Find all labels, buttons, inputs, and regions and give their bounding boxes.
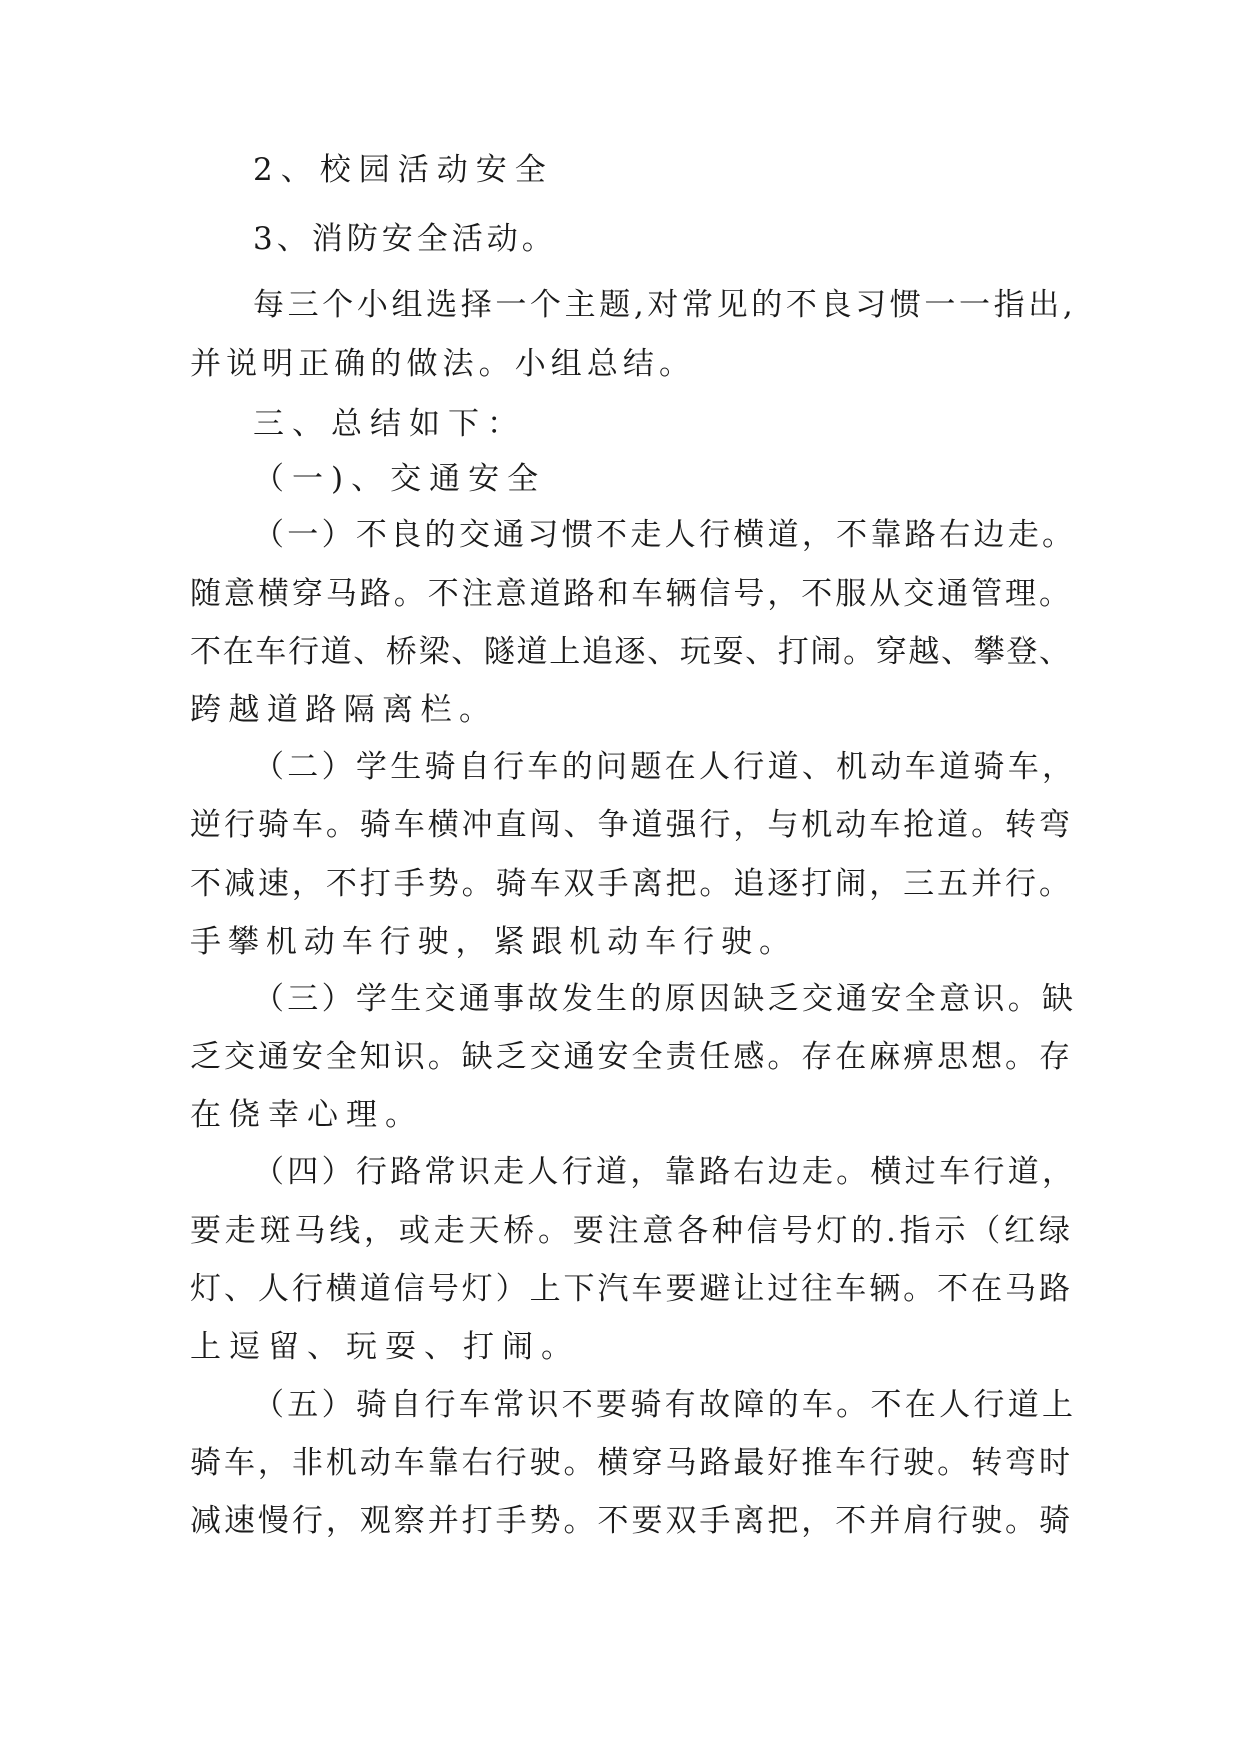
- text-line: 乏交通安全知识。缺乏交通安全责任感。存在麻痹思想。存: [190, 1039, 1073, 1075]
- text-line: （四）行路常识走人行道，靠路右边走。横过车行道，: [253, 1154, 1077, 1190]
- text-line: 在侥幸心理。: [190, 1097, 424, 1133]
- text-line: 不减速，不打手势。骑车双手离把。追逐打闹，三五并行。: [190, 866, 1073, 902]
- text-line: 逆行骑车。骑车横冲直闯、争道强行，与机动车抢道。转弯: [190, 807, 1073, 843]
- text-line: （二）学生骑自行车的问题在人行道、机动车道骑车，: [253, 749, 1077, 785]
- text-line: 不在车行道、桥梁、隧道上追逐、玩耍、打闹。穿越、攀登、: [190, 634, 1072, 670]
- text-line: 灯、人行横道信号灯）上下汽车要避让过往车辆。不在马路: [190, 1271, 1073, 1307]
- text-line: 减速慢行，观察并打手势。不要双手离把，不并肩行驶。骑: [190, 1503, 1073, 1539]
- text-line: 三、总结如下：: [253, 406, 526, 442]
- text-line: 骑车，非机动车靠右行驶。横穿马路最好推车行驶。转弯时: [190, 1445, 1073, 1481]
- text-line: 手攀机动车行驶，紧跟机动车行驶。: [190, 924, 797, 960]
- text-line: （三）学生交通事故发生的原因缺乏交通安全意识。缺: [253, 981, 1077, 1017]
- text-line: 上逗留、玩耍、打闹。: [190, 1329, 580, 1365]
- text-line: 跨越道路隔离栏。: [190, 692, 498, 728]
- text-line: 每三个小组选择一个主题,对常见的不良习惯一一指出,: [253, 287, 1077, 323]
- text-line: （一)、交通安全: [253, 461, 547, 497]
- text-line: （一）不良的交通习惯不走人行横道，不靠路右边走。: [253, 517, 1077, 553]
- text-line: （五）骑自行车常识不要骑有故障的车。不在人行道上: [253, 1387, 1077, 1423]
- text-line: 要走斑马线，或走天桥。要注意各种信号灯的.指示（红绿: [190, 1213, 1074, 1249]
- text-line: 2、校园活动安全: [253, 152, 554, 188]
- text-line: 并说明正确的做法。小组总结。: [190, 346, 696, 382]
- text-line: 随意横穿马路。不注意道路和车辆信号，不服从交通管理。: [190, 576, 1073, 612]
- text-line: 3、消防安全活动。: [253, 221, 557, 257]
